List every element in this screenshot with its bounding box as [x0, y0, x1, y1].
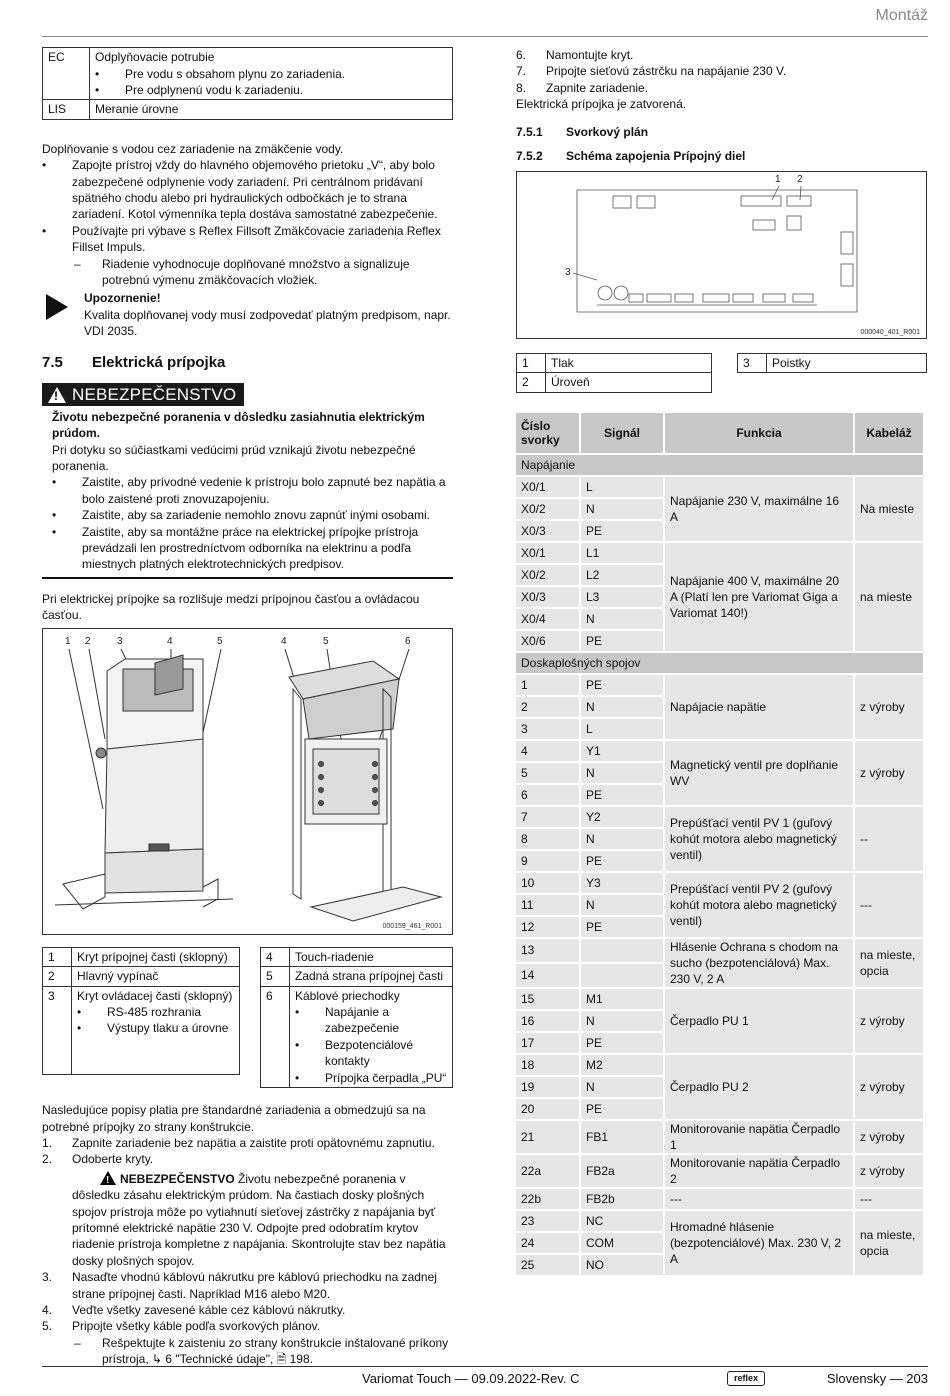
terminal-table — [514, 411, 925, 1277]
legend-text — [72, 986, 240, 1074]
step-item — [42, 1135, 453, 1151]
terminal-number: 24 — [516, 1233, 579, 1253]
refill-bullet: • Zapojte prístroj vždy do hlavného objemového prietoku „V“, aby bolo zabezpečené odplynenie vody zariadení. Pri centrálnom pridávaní spätného chodu alebo pri hydraulických odbočkách je to strana zariadení. Kotol výmenníka tepla dostáva samostatné zabezpečenie. — [42, 157, 453, 223]
callout-label: 4 — [167, 635, 173, 647]
wiring: -- — [855, 807, 923, 871]
step-text: Pripojte všetky káble podľa svorkových plánov. — [72, 1319, 321, 1334]
signal: FB2a — [581, 1155, 663, 1187]
terminal-number: 18 — [516, 1055, 579, 1075]
step-number: 2. — [42, 1152, 53, 1167]
col-header-function: Funkcia — [665, 413, 853, 453]
footer-doc: Variomat Touch — 09.09.2022-Rev. C — [362, 1371, 580, 1386]
callout-label: 1 — [65, 635, 71, 647]
terminal-number: X0/2 — [516, 499, 579, 519]
terminal-number: 23 — [516, 1211, 579, 1231]
step-text: Namontujte kryt. — [546, 48, 634, 62]
signal: N — [581, 763, 663, 783]
legend-num: 3 — [738, 353, 767, 373]
terminal-number: X0/3 — [516, 587, 579, 607]
terminal-number: 4 — [516, 741, 579, 761]
section-heading — [42, 354, 453, 371]
terminal-number: 25 — [516, 1255, 579, 1275]
step-number: 6. — [516, 48, 527, 62]
signal: PE — [581, 631, 663, 651]
device-drawing — [43, 629, 452, 932]
signal — [581, 939, 663, 962]
table-row — [261, 986, 453, 1088]
refill-bullet: • Používajte pri výbave s Reflex Fillsoft Zmäkčovacie zariadenia Reflex Fillset Impuls. — [42, 223, 453, 256]
legend-num: 5 — [261, 967, 290, 987]
danger-bullet: • Zaistite, aby sa montážne práce na elektrickej prípojke prístroja prevádzali len prostredníctvom odborníka na elektrinu a podľa miestnych platných elektrotechnických predpisov. — [52, 524, 453, 573]
terminal-number: 20 — [516, 1099, 579, 1119]
figure-device — [42, 628, 453, 935]
danger-text: Pri dotyku so súčiastkami vedúcimi prúd vznikajú životu nebezpečné poranenia. — [52, 442, 416, 473]
table-row — [516, 1121, 923, 1153]
step-item — [42, 1302, 453, 1318]
legend-num: 1 — [43, 947, 72, 967]
wiring: z výroby — [855, 1155, 923, 1187]
section-title: Doskaplošných spojov — [516, 653, 923, 673]
callout-label: 1 — [775, 173, 781, 185]
wiring: --- — [855, 1189, 923, 1209]
callout-label: 2 — [85, 635, 91, 647]
wiring: z výroby — [855, 989, 923, 1053]
step-text: Veďte všetky zavesené káble cez káblovú nákrutky. — [72, 1302, 346, 1317]
table-row — [261, 947, 453, 967]
section-row — [516, 455, 923, 475]
table-row — [516, 1189, 923, 1209]
col-header-signal: Signál — [581, 413, 663, 453]
table-row — [516, 1211, 923, 1231]
callout-label: 6 — [405, 635, 411, 647]
legend-bullet: • Bezpotenciálové kontakty — [295, 1037, 447, 1070]
section-title: Napájanie — [516, 455, 923, 475]
legend-text — [290, 986, 453, 1088]
legend-num: 2 — [43, 967, 72, 987]
terminal-number: 22a — [516, 1155, 579, 1187]
step-number: 3. — [42, 1270, 53, 1285]
figure2-legend — [516, 353, 927, 393]
terminal-number: 14 — [516, 964, 579, 987]
wiring: z výroby — [855, 741, 923, 805]
terminal-number: 15 — [516, 989, 579, 1009]
step-number: 5. — [42, 1319, 53, 1334]
legend-num: 1 — [517, 353, 546, 373]
function: Prepúšťací ventil PV 2 (guľový kohút motora alebo magnetický ventil) — [665, 873, 853, 937]
step-item — [516, 80, 927, 96]
signal: L — [581, 477, 663, 497]
table-row — [516, 807, 923, 827]
pcb-drawing — [517, 172, 926, 336]
function: Napájanie 230 V, maximálne 16 A — [665, 477, 853, 541]
terminal-number: 1 — [516, 675, 579, 695]
refill-dash-item: – Riadenie vyhodnocuje doplňované množstvo a signalizuje potrebnú výmenu zmäkčovacích vložiek. — [74, 256, 410, 288]
signal: NO — [581, 1255, 663, 1275]
legend-text: Kryt prípojnej časti (sklopný) — [72, 947, 240, 967]
step-text: Pripojte sieťovú zástrčku na napájanie 230 V. — [546, 64, 787, 79]
danger-heading: Životu nebezpečné poranenia v dôsledku zasiahnutia elektrickým prúdom. — [52, 409, 425, 441]
callout-label: 2 — [797, 173, 803, 185]
wiring: z výroby — [855, 1055, 923, 1119]
signal: L — [581, 719, 663, 739]
terminal-number: X0/6 — [516, 631, 579, 651]
table-row — [43, 48, 453, 100]
legend-num: 2 — [517, 373, 546, 393]
step-text: Odoberte kryty. — [72, 1152, 154, 1167]
signal: N — [581, 609, 663, 629]
signal: N — [581, 829, 663, 849]
table-row — [43, 947, 240, 967]
legend-bullet: • RS-485 rozhrania — [77, 1004, 234, 1020]
footer-page: Slovensky — 203 — [826, 1371, 928, 1386]
figure-wiring — [516, 171, 927, 339]
terminal-number: 5 — [516, 763, 579, 783]
reflex-logo: reflex — [727, 1371, 765, 1386]
callout-label: 5 — [217, 635, 223, 647]
note-arrow-icon — [46, 294, 68, 320]
signal: N — [581, 895, 663, 915]
table-row — [516, 675, 923, 695]
subsection-number: 7.5.2 — [516, 148, 543, 163]
terminal-number: 8 — [516, 829, 579, 849]
warning-icon: ! — [100, 1171, 116, 1185]
figure1-legend — [42, 947, 453, 1089]
function: Prepúšťací ventil PV 1 (guľový kohút motora alebo magnetický ventil) — [665, 807, 853, 871]
signal: Y2 — [581, 807, 663, 827]
col-header-wiring: Kabeláž — [855, 413, 923, 453]
signal: NC — [581, 1211, 663, 1231]
signal: N — [581, 499, 663, 519]
table-row — [516, 939, 923, 962]
table-row — [516, 989, 923, 1009]
signal: N — [581, 697, 663, 717]
subsection-heading — [516, 149, 927, 163]
inline-danger-text: Životu nebezpečné poranenia v dôsledku zásahu elektrickým prúdom. Na častiach dosky plošných spojov prístroja môže po vytiahnutí sieťovej zástrčky z napájania byť prítomné elektrické napätie 230 V. Odpojte pred odobratím krytov riadenie prístroja kompletne z napájania. Skontrolujte stav bez napätia dosky plošných spojov. — [72, 1171, 446, 1268]
terminal-number: X0/4 — [516, 609, 579, 629]
inline-danger — [42, 1171, 453, 1269]
table-row — [43, 100, 453, 120]
step-item — [516, 63, 927, 79]
legend-text-main: Kryt ovládacej časti (sklopný) — [77, 988, 233, 1003]
function: Monitorovanie napätia Čerpadlo 2 — [665, 1155, 853, 1187]
legend-bullet: • Pre odplynenú vodu k zariadeniu. — [95, 82, 447, 98]
refill-dash-text: Riadenie vyhodnocuje doplňované množstvo a signalizuje potrebnú výmenu zmäkčovacích vložiek. — [102, 256, 410, 288]
terminal-number: 22b — [516, 1189, 579, 1209]
legend-text: Úroveň — [546, 373, 712, 393]
signal: PE — [581, 521, 663, 541]
legend-code: EC — [43, 48, 90, 100]
function: Hlásenie Ochrana s chodom na sucho (bezpotenciálová) Max. 230 V, 2 A — [665, 939, 853, 987]
desc-intro: Nasledujúce popisy platia pre štandardné zariadenia a obmedzujú sa na potrebné prípojky zo strany konštrukcie. — [42, 1103, 426, 1134]
table-row — [738, 353, 927, 373]
step-item — [42, 1269, 453, 1302]
legend-bullet: • Výstupy tlaku a úrovne — [77, 1020, 234, 1036]
table-row — [516, 873, 923, 893]
legend-bullet: • Napájanie a zabezpečenie — [295, 1004, 447, 1037]
step5-dash-text[interactable]: Rešpektujte k zaisteniu zo strany konštrukcie inštalované príkony prístroja, ↳ 6 "Technické údaje", 🗎 198. — [102, 1335, 449, 1367]
subsection-title: Svorkový plán — [566, 124, 649, 139]
table-row — [516, 477, 923, 497]
header-rule — [42, 36, 928, 37]
table-row — [43, 986, 240, 1074]
warning-icon: ! — [48, 387, 66, 403]
function: Hromadné hlásenie (bezpotenciálové) Max. 230 V, 2 A — [665, 1211, 853, 1275]
col-header-terminal: Číslo svorky — [516, 413, 579, 453]
legend-table-right — [737, 353, 927, 374]
terminal-number: 19 — [516, 1077, 579, 1097]
function: --- — [665, 1189, 853, 1209]
legend-text-main: Káblové priechodky — [295, 988, 400, 1003]
table-row — [261, 967, 453, 987]
subsection-number: 7.5.1 — [516, 124, 543, 139]
terminal-number: X0/3 — [516, 521, 579, 541]
legend-table-left — [42, 947, 240, 1075]
legend-desc-text: Odplyňovacie potrubie — [95, 50, 215, 64]
step-item — [42, 1151, 453, 1167]
subsection-heading — [516, 125, 927, 139]
callout-label: 5 — [323, 635, 329, 647]
terminal-table-body — [516, 455, 923, 1275]
header-section-title: Montáž — [875, 7, 928, 24]
legend-table-right — [260, 947, 453, 1089]
terminal-number: 3 — [516, 719, 579, 739]
terminal-number: 9 — [516, 851, 579, 871]
note-block — [42, 290, 453, 339]
callout-label: 4 — [281, 635, 287, 647]
danger-content — [42, 409, 453, 573]
signal: COM — [581, 1233, 663, 1253]
signal: PE — [581, 1033, 663, 1053]
signal: M2 — [581, 1055, 663, 1075]
legend-desc: Meranie úrovne — [90, 100, 453, 120]
step-number: 1. — [42, 1135, 53, 1150]
signal: Y3 — [581, 873, 663, 893]
legend-bullet: • Pre vodu s obsahom plynu zo zariadenia. — [95, 66, 447, 82]
signal: N — [581, 1077, 663, 1097]
legend-bullet: • Prípojka čerpadla „PU“ — [295, 1070, 447, 1086]
footer-rule — [42, 1366, 928, 1367]
function: Čerpadlo PU 2 — [665, 1055, 853, 1119]
signal: M1 — [581, 989, 663, 1009]
terminal-number: 12 — [516, 917, 579, 937]
terminal-number: 7 — [516, 807, 579, 827]
terminal-number: 2 — [516, 697, 579, 717]
signal: PE — [581, 851, 663, 871]
signal — [581, 964, 663, 987]
table-row — [516, 1155, 923, 1187]
legend-table — [42, 47, 453, 120]
danger-banner — [42, 383, 244, 406]
signal: FB1 — [581, 1121, 663, 1153]
signal: N — [581, 1011, 663, 1031]
function: Napájanie 400 V, maximálne 20 A (Platí len pre Variomat Giga a Variomat 140!) — [665, 543, 853, 651]
legend-num: 6 — [261, 986, 290, 1088]
step-number: 4. — [42, 1302, 53, 1317]
terminal-number: 17 — [516, 1033, 579, 1053]
done-text: Elektrická prípojka je zatvorená. — [516, 97, 687, 112]
distinction-text: Pri elektrickej prípojke sa rozlišuje medzi prípojnou časťou a ovládacou časťou. — [42, 591, 420, 623]
danger-label: NEBEZPEČENSTVO — [72, 384, 237, 404]
signal: PE — [581, 917, 663, 937]
table-row — [43, 967, 240, 987]
step-item — [42, 1318, 453, 1334]
signal: L1 — [581, 543, 663, 563]
figure-code: 000040_401_R001 — [860, 328, 920, 336]
table-row — [517, 353, 712, 373]
signal: PE — [581, 785, 663, 805]
table-row — [517, 373, 712, 393]
wiring: z výroby — [855, 1121, 923, 1153]
section-row — [516, 653, 923, 673]
inline-danger-label: NEBEZPEČENSTVO — [120, 1171, 235, 1186]
signal: PE — [581, 675, 663, 695]
danger-end-rule — [42, 577, 453, 579]
danger-bullet: • Zaistite, aby prívodné vedenie k prístroju bolo zapnuté bez napätia a bolo zaistené proti znovuzapojeniu. — [52, 474, 453, 507]
step-number: 7. — [516, 64, 527, 79]
signal: PE — [581, 1099, 663, 1119]
section-title: Elektrická prípojka — [92, 353, 226, 371]
table-row — [516, 543, 923, 563]
callout-label: 3 — [565, 266, 571, 278]
terminal-number: 6 — [516, 785, 579, 805]
table-row — [516, 741, 923, 761]
step5-dash-item: – Rešpektujte k zaisteniu zo strany konštrukcie inštalované príkony prístroja, ↳ 6 "Technické údaje", 🗎 198. — [74, 1335, 449, 1367]
note-title: Upozornenie! — [84, 291, 161, 306]
step-text: Zapnite zariadenie. — [546, 80, 649, 95]
figure-code: 000159_461_R001 — [382, 922, 442, 930]
wiring: --- — [855, 873, 923, 937]
refill-intro: Doplňovanie s vodou cez zariadenie na zmäkčenie vody. — [42, 141, 344, 156]
table-header-row — [516, 413, 923, 453]
legend-code: LIS — [43, 100, 90, 120]
legend-num: 3 — [43, 986, 72, 1074]
legend-text: Tlak — [546, 353, 712, 373]
signal: L2 — [581, 565, 663, 585]
terminal-number: X0/1 — [516, 477, 579, 497]
right-column — [516, 47, 927, 1277]
function: Čerpadlo PU 1 — [665, 989, 853, 1053]
legend-text: Hlavný vypínač — [72, 967, 240, 987]
terminal-number: 10 — [516, 873, 579, 893]
legend-text: Zadná strana prípojnej časti — [290, 967, 453, 987]
legend-table-left — [516, 353, 712, 393]
step-number: 8. — [516, 80, 527, 95]
legend-text: Touch-riadenie — [290, 947, 453, 967]
wiring: na mieste — [855, 543, 923, 651]
terminal-number: 21 — [516, 1121, 579, 1153]
signal: FB2b — [581, 1189, 663, 1209]
table-row — [516, 1055, 923, 1075]
step-text: Nasaďte vhodnú káblovú nákrutku pre káblovú priechodku na zadnej strane prípojnej časti. Napríklad M16 alebo M20. — [72, 1270, 437, 1301]
wiring: na mieste, opcia — [855, 1211, 923, 1275]
step-item — [516, 47, 927, 63]
danger-bullet: • Zaistite, aby sa zariadenie nemohlo znovu zapnúť inými osobami. — [52, 507, 453, 523]
signal: L3 — [581, 587, 663, 607]
subsection-title: Schéma zapojenia Prípojný diel — [566, 148, 746, 163]
terminal-number: 16 — [516, 1011, 579, 1031]
function: Magnetický ventil pre doplňanie WV — [665, 741, 853, 805]
wiring: Na mieste — [855, 477, 923, 541]
callout-label: 3 — [117, 635, 123, 647]
section-number: 7.5 — [42, 353, 63, 371]
function: Napájacie napätie — [665, 675, 853, 739]
wiring: z výroby — [855, 675, 923, 739]
legend-text: Poistky — [767, 353, 927, 373]
terminal-number: X0/2 — [516, 565, 579, 585]
step-text: Zapnite zariadenie bez napätia a zaistite proti opätovnému zapnutiu. — [72, 1135, 435, 1150]
note-text: Kvalita doplňovanej vody musí zodpovedať platným predpisom, napr. VDI 2035. — [84, 307, 451, 339]
legend-num: 4 — [261, 947, 290, 967]
left-column — [42, 47, 453, 1368]
legend-desc — [90, 48, 453, 100]
terminal-number: 11 — [516, 895, 579, 915]
terminal-number: X0/1 — [516, 543, 579, 563]
wiring: na mieste, opcia — [855, 939, 923, 987]
terminal-number: 13 — [516, 939, 579, 962]
signal: Y1 — [581, 741, 663, 761]
function: Monitorovanie napätia Čerpadlo 1 — [665, 1121, 853, 1153]
